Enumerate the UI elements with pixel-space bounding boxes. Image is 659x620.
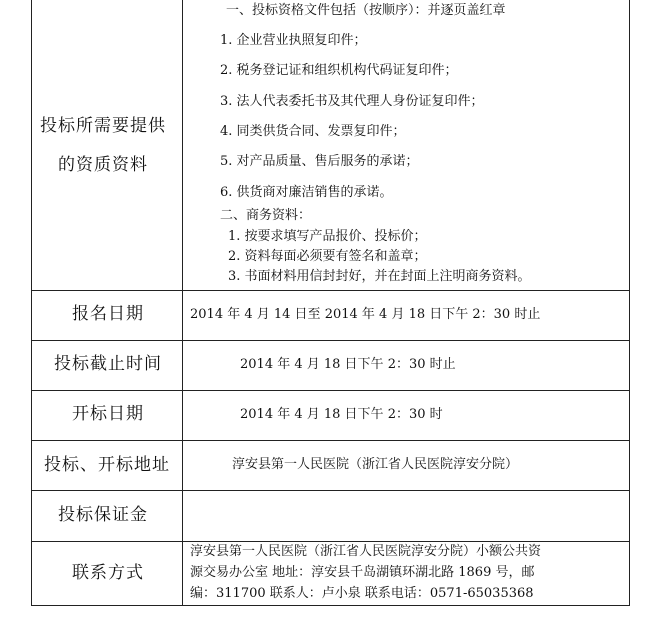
table-column-divider — [182, 0, 183, 606]
qualification-label-line-1: 投标所需要提供 — [40, 116, 166, 136]
contact-line: 编：311700 联系人：卢小泉 联系电话：0571-65035368 — [190, 586, 534, 601]
row-divider — [31, 290, 630, 291]
location-label: 投标、开标地址 — [44, 455, 170, 475]
registration-label: 报名日期 — [72, 304, 144, 324]
section1-title: 一、投标资格文件包括（按顺序）：并逐页盖红章 — [226, 3, 506, 18]
opening-label: 开标日期 — [72, 404, 144, 424]
qualification-label-line-2: 的资质资料 — [58, 155, 148, 175]
section1-item: 2. 税务登记证和组织机构代码证复印件； — [220, 63, 458, 78]
location-value: 淳安县第一人民医院（浙江省人民医院淳安分院） — [232, 457, 519, 472]
section1-item: 3. 法人代表委托书及其代理人身份证复印件； — [220, 94, 484, 109]
opening-value: 2014 年 4 月 18 日下午 2：30 时 — [240, 407, 443, 422]
section2-title: 二、商务资料： — [220, 208, 312, 223]
deposit-label: 投标保证金 — [58, 505, 148, 525]
contact-line: 淳安县第一人民医院（浙江省人民医院淳安分院）小额公共资 — [190, 544, 542, 559]
deadline-label: 投标截止时间 — [54, 354, 162, 374]
section1-item: 6. 供货商对廉洁销售的承诺。 — [220, 185, 393, 200]
row-divider — [31, 490, 630, 491]
contact-label: 联系方式 — [72, 563, 144, 583]
section2-item: 3. 书面材料用信封封好，并在封面上注明商务资料。 — [228, 269, 531, 284]
table-border-left — [31, 0, 32, 606]
row-divider — [31, 541, 630, 542]
registration-value: 2014 年 4 月 14 日至 2014 年 4 月 18 日下午 2：30 时止 — [190, 307, 541, 322]
section1-item: 4. 同类供货合同、发票复印件； — [220, 124, 406, 139]
table-border-bottom — [31, 605, 630, 606]
section2-item: 2. 资料每面必须要有签名和盖章； — [228, 249, 427, 264]
row-divider — [31, 340, 630, 341]
section1-item: 5. 对产品质量、售后服务的承诺； — [220, 154, 419, 169]
contact-line: 源交易办公室 地址：淳安县千岛湖镇环湖北路 1869 号，邮 — [190, 565, 535, 580]
deadline-value: 2014 年 4 月 18 日下午 2：30 时止 — [240, 357, 456, 372]
row-divider — [31, 390, 630, 391]
table-border-right — [629, 0, 630, 606]
section1-item: 1. 企业营业执照复印件； — [220, 33, 367, 48]
row-divider — [31, 440, 630, 441]
section2-item: 1. 按要求填写产品报价、投标价； — [228, 229, 427, 244]
